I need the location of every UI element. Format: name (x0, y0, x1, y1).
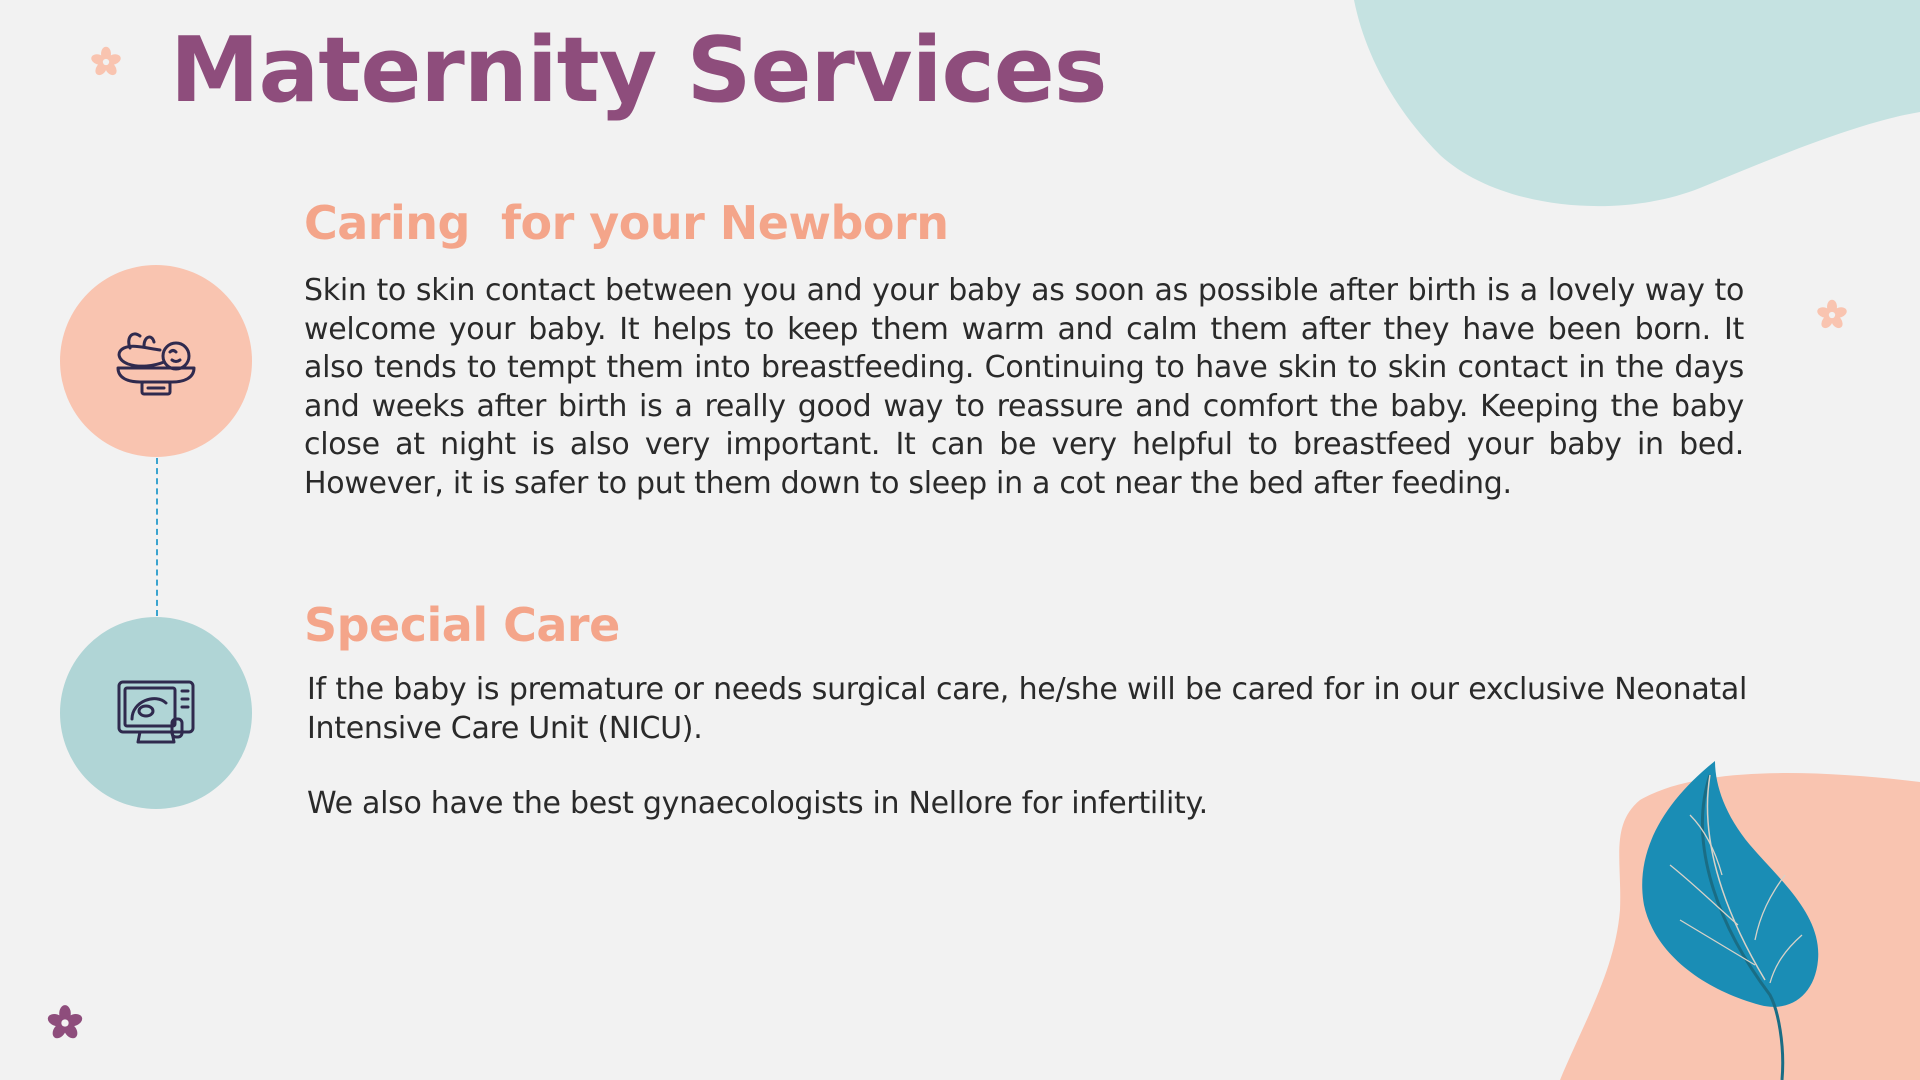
section-paragraph-newborn: Skin to skin contact between you and your baby as soon as possible after birth is a lovely way to welcome your baby. It helps to keep them warm and calm them after they have been born. It also tends to tempt them into breastfeeding. Continuing to have skin to skin contact in the days and weeks after birth is a really good way to reassure and comfort the baby. Keeping the baby close at night is also very important. It can be very helpful to breastfeed your baby in bed. However, it is safer to put them down to sleep in a cot near the bed after feeding. (304, 273, 1744, 501)
special-care-icon-circle (60, 617, 252, 809)
page-title: Maternity Services (170, 18, 1107, 123)
newborn-icon-circle (60, 265, 252, 457)
section-heading-newborn: Caring for your Newborn (304, 196, 949, 250)
newborn-baby-icon (110, 322, 202, 400)
section-heading-special-care: Special Care (304, 598, 620, 652)
flower-decoration-icon (44, 1002, 86, 1044)
section-paragraph-special-care: If the baby is premature or needs surgical care, he/she will be cared for in our exclusive Neonatal Intensive Care Unit (NICU). (307, 672, 1747, 746)
flower-decoration-icon (1814, 297, 1850, 333)
decorative-blob-top-right (1340, 0, 1920, 210)
section-paragraph-infertility: We also have the best gynaecologists in Nellore for infertility. (307, 786, 1208, 821)
timeline-connector (156, 458, 158, 616)
ultrasound-monitor-icon (116, 679, 196, 747)
flower-decoration-icon (88, 44, 124, 80)
